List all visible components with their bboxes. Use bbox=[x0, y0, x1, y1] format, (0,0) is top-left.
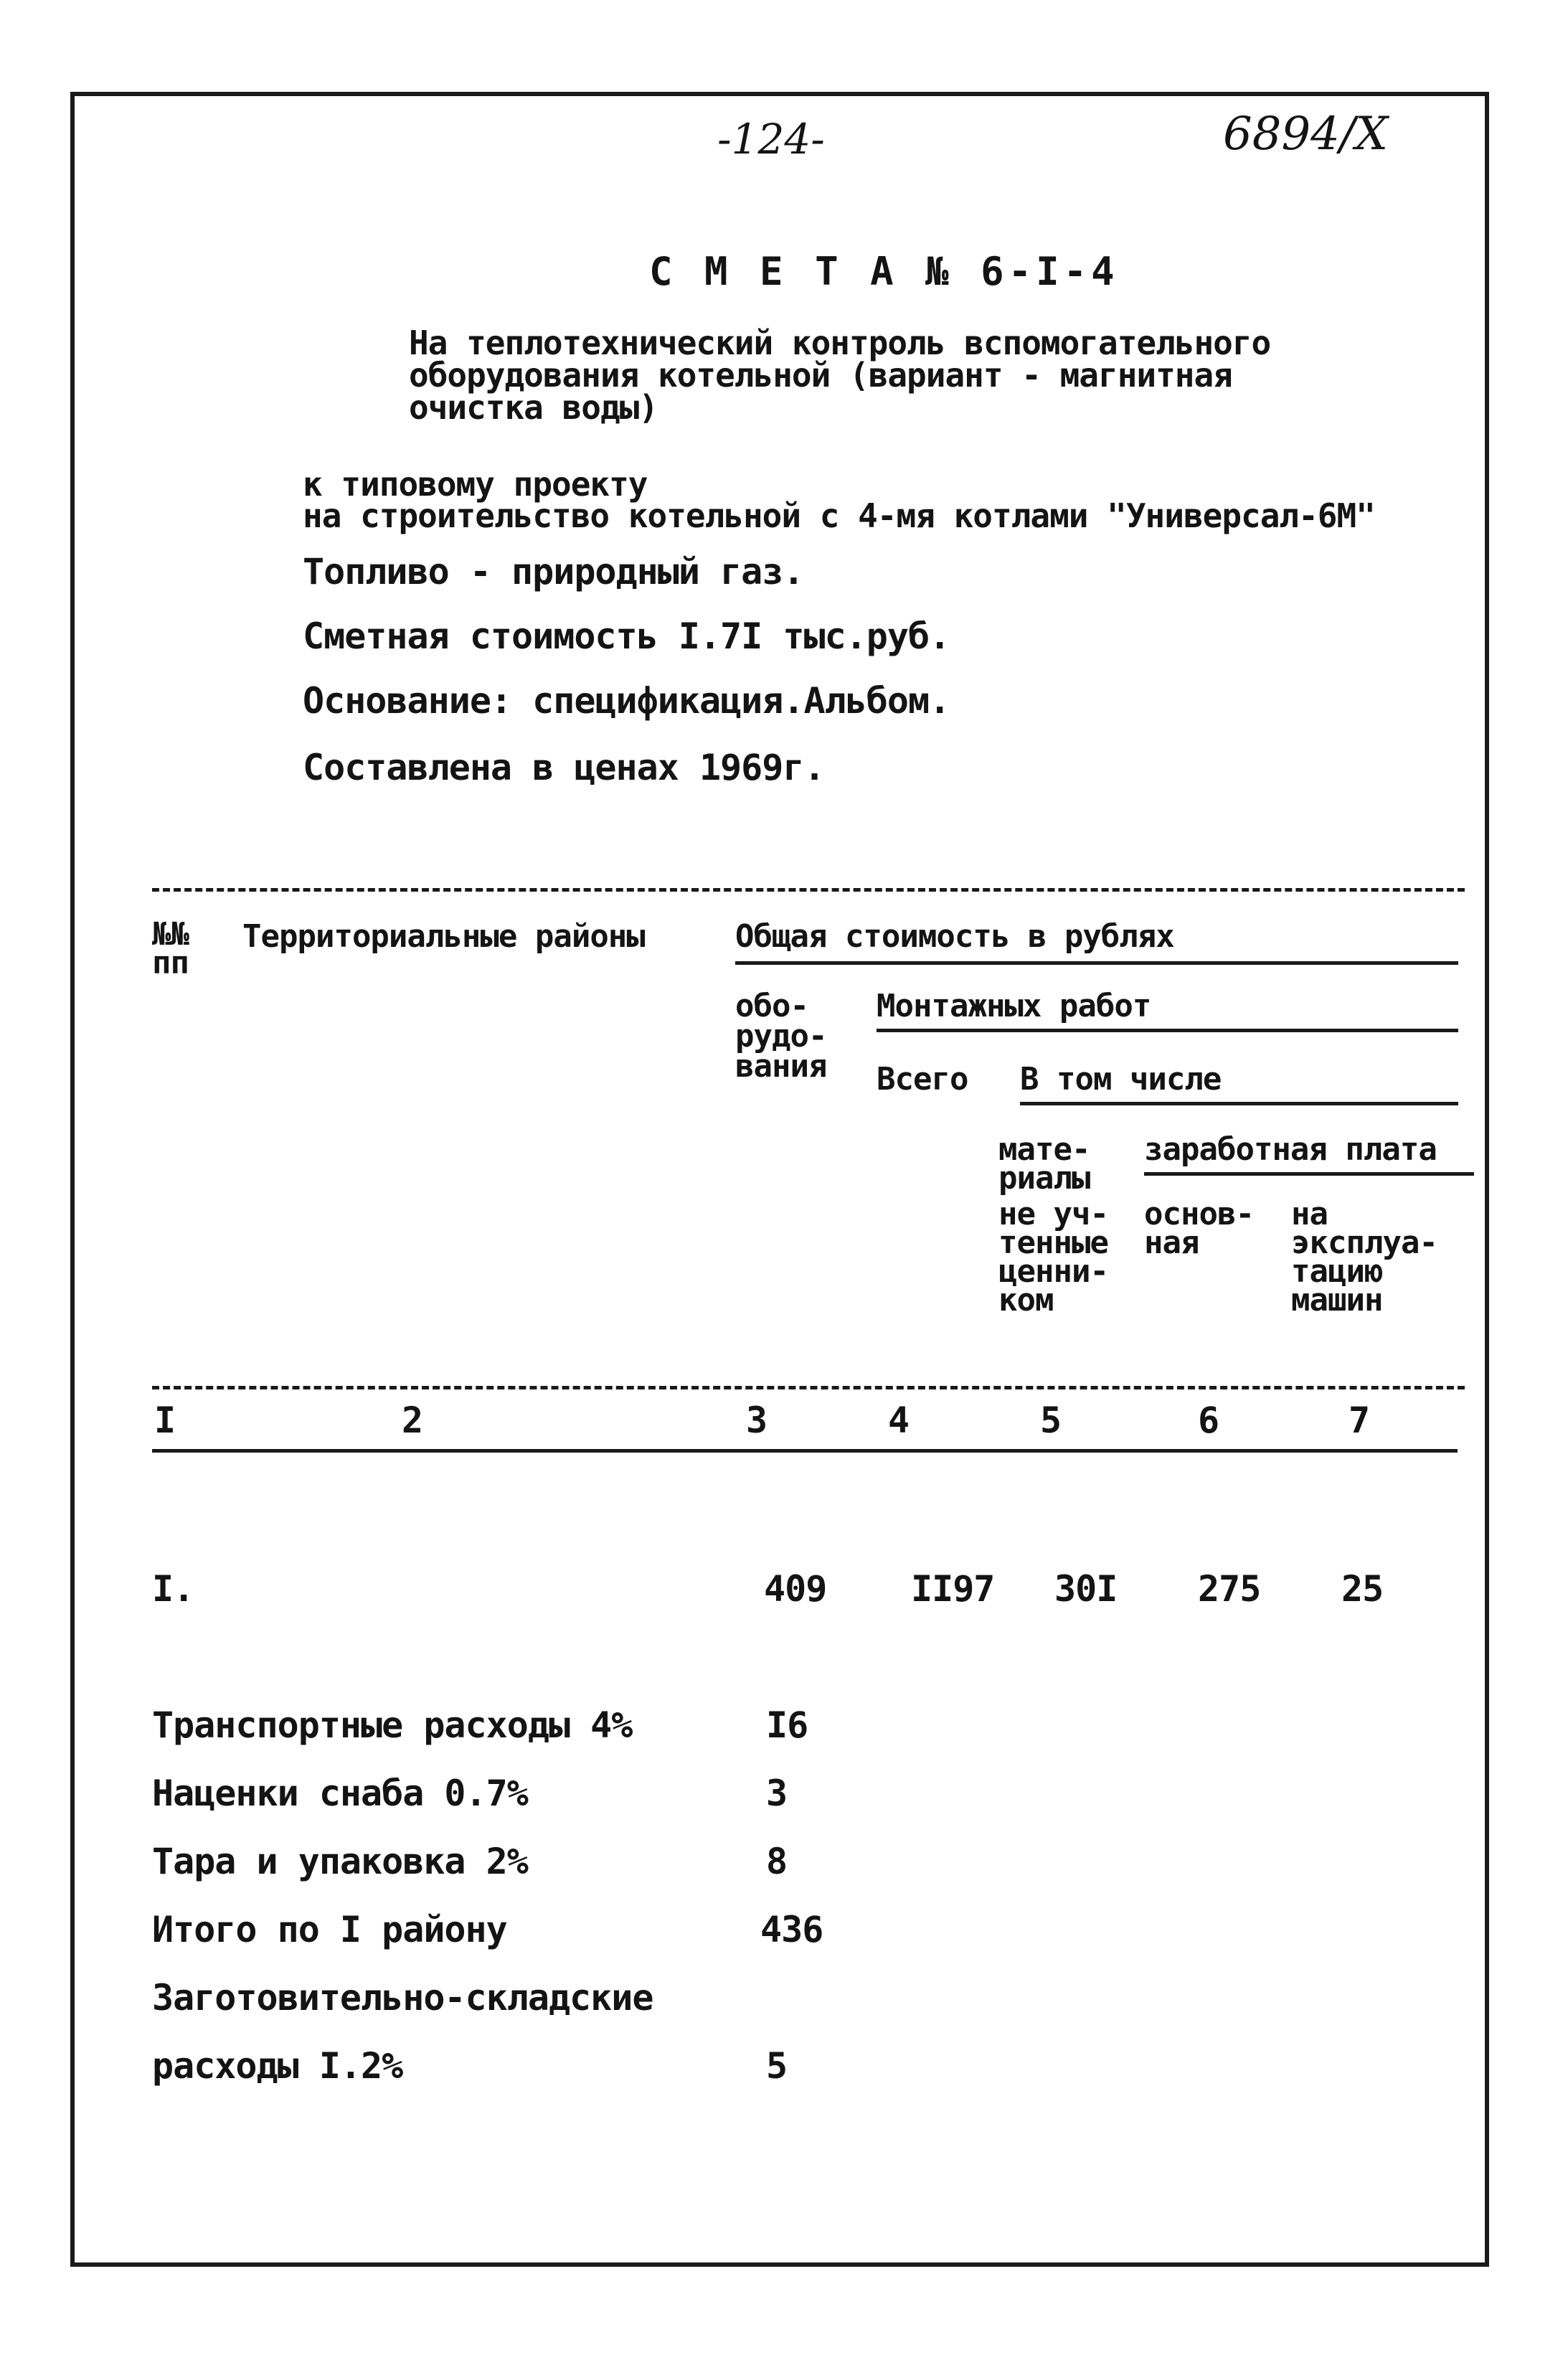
basis-line: Основание: спецификация.Альбом. bbox=[303, 680, 950, 722]
extra-label: Наценки снаба 0.7% bbox=[152, 1773, 528, 1814]
header-installation-rule bbox=[877, 1029, 1458, 1032]
header-materials-line-3: не уч- bbox=[998, 1196, 1108, 1232]
document-code: 6894/X bbox=[1223, 108, 1388, 161]
estimate-title: С М Е Т А № 6-I-4 bbox=[649, 249, 1119, 294]
header-machines-line-1: на bbox=[1291, 1196, 1328, 1232]
header-materials-line-6: ком bbox=[998, 1282, 1054, 1318]
extra-value: 3 bbox=[766, 1773, 788, 1814]
extra-value: 8 bbox=[766, 1841, 788, 1882]
extra-label: Тара и упаковка 2% bbox=[152, 1841, 528, 1882]
column-number-7: 7 bbox=[1349, 1400, 1370, 1441]
header-equipment-line-1: обо- bbox=[735, 988, 808, 1024]
column-number-2: 2 bbox=[402, 1400, 423, 1441]
header-machines-line-3: тацию bbox=[1291, 1253, 1383, 1290]
column-number-3: 3 bbox=[746, 1400, 768, 1441]
extra-label: расходы I.2% bbox=[152, 2045, 403, 2087]
row-materials: 30I bbox=[1054, 1568, 1118, 1610]
header-machines-line-4: машин bbox=[1291, 1282, 1383, 1318]
column-number-1: I bbox=[154, 1400, 176, 1441]
extra-label: Транспортные расходы 4% bbox=[152, 1704, 633, 1746]
header-equipment-line-3: вания bbox=[735, 1048, 827, 1085]
column-number-4: 4 bbox=[888, 1400, 910, 1441]
extra-value: 436 bbox=[760, 1909, 823, 1950]
header-wages: заработная плата bbox=[1144, 1131, 1437, 1168]
subject-line-2: оборудования котельной (вариант - магнитная bbox=[409, 356, 1232, 395]
row-installation-total: II97 bbox=[911, 1568, 995, 1610]
column-number-6: 6 bbox=[1198, 1400, 1219, 1441]
table-top-rule bbox=[152, 888, 1465, 892]
header-materials-line-2: риалы bbox=[998, 1160, 1090, 1197]
header-bottom-rule bbox=[152, 1386, 1465, 1389]
header-materials-line-1: мате- bbox=[998, 1131, 1090, 1168]
project-line-1: к типовому проекту bbox=[303, 465, 648, 504]
extra-label: Заготовительно-складские bbox=[152, 1977, 653, 2019]
header-installation: Монтажных работ bbox=[877, 988, 1151, 1024]
extra-value: 5 bbox=[766, 2045, 788, 2087]
estimated-cost-line: Сметная стоимость I.7I тыс.руб. bbox=[303, 615, 950, 657]
header-basic-line-1: основ- bbox=[1144, 1196, 1254, 1232]
subject-line-1: На теплотехнический контроль вспомогательного bbox=[409, 324, 1271, 362]
prices-line: Составлена в ценах 1969г. bbox=[303, 747, 825, 788]
header-including: В том числе bbox=[1020, 1061, 1222, 1098]
column-number-5: 5 bbox=[1040, 1400, 1062, 1441]
header-materials-line-5: ценни- bbox=[998, 1253, 1108, 1290]
header-total: Всего bbox=[877, 1061, 968, 1098]
header-including-rule bbox=[1020, 1102, 1458, 1105]
header-basic-line-2: ная bbox=[1144, 1224, 1199, 1261]
header-total-cost-rule bbox=[735, 961, 1458, 965]
header-equipment-line-2: рудо- bbox=[735, 1018, 827, 1054]
row-equipment: 409 bbox=[764, 1568, 827, 1610]
column-numbers-rule bbox=[152, 1449, 1458, 1453]
row-basic-wages: 275 bbox=[1198, 1568, 1261, 1610]
header-total-cost: Общая стоимость в рублях bbox=[735, 918, 1174, 955]
header-materials-line-4: тенные bbox=[998, 1224, 1108, 1261]
header-wages-rule bbox=[1144, 1172, 1474, 1176]
extra-label: Итого по I району bbox=[152, 1909, 507, 1950]
project-line-2: на строительство котельной с 4-мя котлами "Универсал-6М" bbox=[303, 496, 1375, 535]
row-machine-wages: 25 bbox=[1341, 1568, 1384, 1610]
row-number: I. bbox=[152, 1568, 194, 1610]
header-num-line-2: пп bbox=[152, 945, 189, 981]
fuel-line: Топливо - природный газ. bbox=[303, 551, 804, 593]
header-machines-line-2: эксплуа- bbox=[1291, 1224, 1437, 1261]
header-num-line-1: №№ bbox=[152, 916, 189, 953]
page-number: -124- bbox=[717, 115, 825, 164]
extra-value: I6 bbox=[766, 1704, 808, 1746]
subject-line-3: очистка воды) bbox=[409, 388, 658, 427]
header-regions: Территориальные районы bbox=[242, 918, 645, 955]
